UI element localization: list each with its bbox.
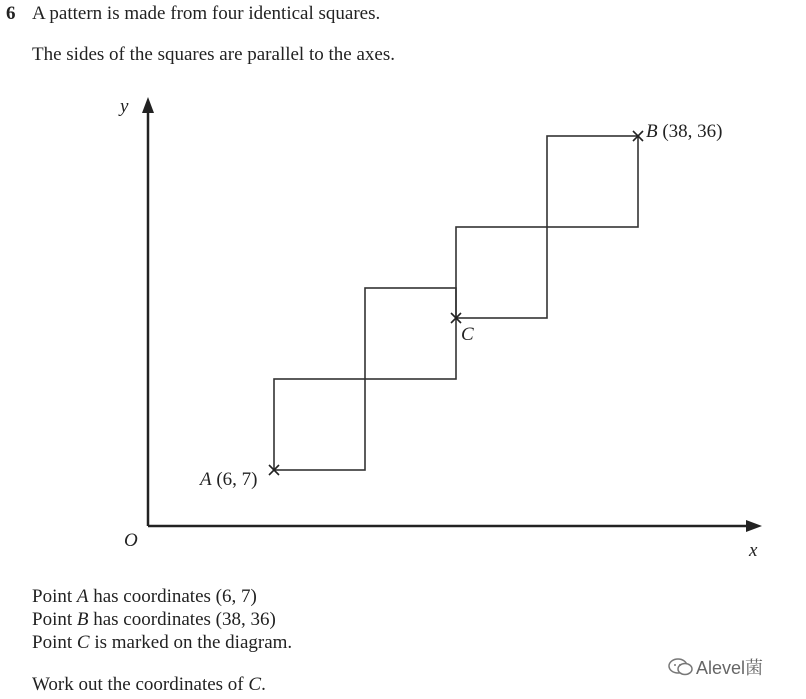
text-point-b: Point B has coordinates (38, 36): [32, 609, 276, 630]
square-3: [456, 227, 547, 318]
origin-label: O: [124, 530, 138, 551]
task-text: Work out the coordinates of C.: [32, 674, 266, 695]
square-2: [365, 288, 456, 379]
point-c-label: C: [461, 324, 474, 345]
x-axis-arrow: [746, 520, 762, 532]
square-4: [547, 136, 638, 227]
watermark: [668, 654, 763, 682]
point-b-label: B (38, 36): [646, 121, 723, 142]
question-line-2: The sides of the squares are parallel to the axes.: [32, 44, 395, 65]
text-point-c: Point C is marked on the diagram.: [32, 632, 293, 653]
square-1: [274, 379, 365, 470]
question-number: 6: [6, 3, 16, 24]
wechat-icon: [668, 657, 696, 682]
y-axis-arrow: [142, 97, 154, 113]
watermark-text: Alevel菌: [696, 658, 764, 678]
x-axis-label: x: [749, 540, 758, 561]
text-point-a: Point A has coordinates (6, 7): [32, 586, 257, 607]
point-a-label: A (6, 7): [200, 469, 258, 490]
question-line-1: A pattern is made from four identical squares.: [32, 3, 381, 24]
y-axis-label: y: [120, 96, 129, 117]
